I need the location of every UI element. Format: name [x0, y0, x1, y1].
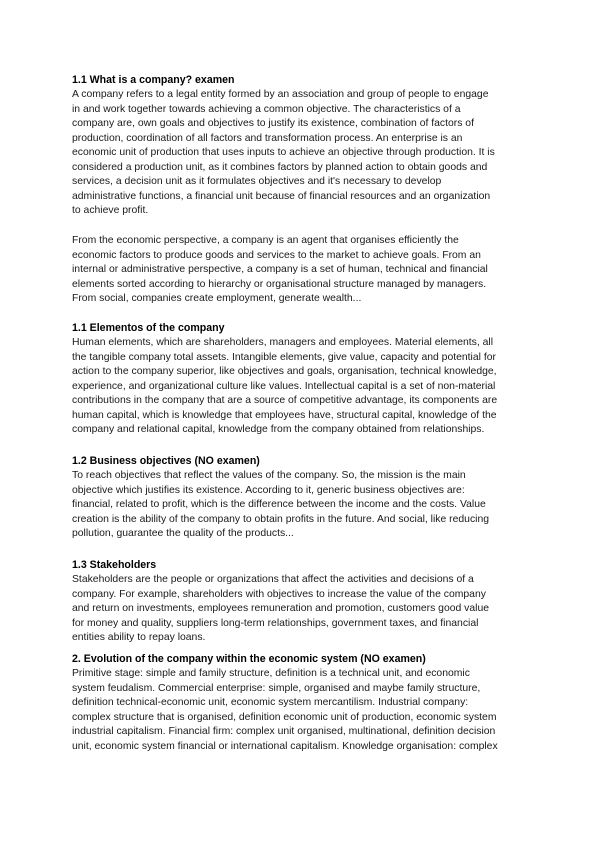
text-line: for money and quality, suppliers long-term relationships, government taxes, and financial: [72, 617, 479, 629]
document-page: [72, 72, 532, 754]
text-line: system feudalism. Commercial enterprise: simple, organised and maybe family structure,: [72, 682, 481, 694]
text-line: elements sorted according to hierarchy or organisational structure managed by managers.: [72, 278, 487, 290]
text-line: services, a decision unit as it formulates objectives and it's necessary to develop: [72, 176, 442, 187]
text-line: to achieve profit.: [72, 205, 149, 216]
section-stakeholders: [72, 557, 532, 646]
text-line: definition technical-economic unit, economic system mercantilism. Industrial company:: [72, 697, 469, 708]
text-line: Stakeholders are the people or organizations that affect the activities and decisions of a: [72, 574, 474, 585]
text-line: pollution, guarantee the quality of the products...: [72, 528, 294, 539]
text-line: creation is the ability of the company to obtain profits in the future. And social, like reducing: [72, 513, 490, 525]
text-line: Human elements, which are shareholders, managers and employees. Material elements, all: [72, 337, 494, 348]
section-heading: 1.1 Elementos of the company: [72, 322, 225, 334]
section-elements-of-company: [72, 320, 532, 438]
section-heading: 1.3 Stakeholders: [72, 559, 157, 571]
text-line: Primitive stage: simple and family structure, definition is a technical unit, and economic: [72, 668, 470, 679]
section-evolution-of-company: [72, 651, 532, 754]
text-line: the tangible company total assets. Intangible elements, give value, capacity and potential for: [72, 351, 496, 363]
paragraph: [72, 336, 532, 438]
paragraph: [72, 88, 532, 219]
text-line: internal or administrative perspective, a company is a set of human, technical and financial: [72, 264, 488, 275]
text-line: economic factors to produce goods and services to the market to achieve goals. From an: [72, 249, 481, 261]
paragraph: [72, 234, 532, 307]
section-heading: 1.2 Business objectives (NO examen): [72, 455, 260, 467]
text-line: company. For example, shareholders with objectives to increase the value of the company: [72, 588, 486, 600]
paragraph: [72, 667, 532, 754]
text-line: objective which justifies its existence. According to it, generic business objectives are:: [72, 484, 465, 496]
text-line: administrative functions, a financial unit because of financial resources and an organization: [72, 190, 491, 202]
text-line: unit, economic system financial or international capitalism. Knowledge organisation: complex: [72, 740, 498, 752]
text-line: company and relational capital, knowledge from the company obtained from relationships.: [72, 424, 485, 435]
text-line: and return on investments, employees remuneration and promotion, customers good value: [72, 603, 490, 614]
text-line: experience, and organizational culture like values. Intellectual capital is a set of non-material: [72, 380, 496, 392]
text-line: human capital, which is knowledge that employees have, structural capital, knowledge of the: [72, 409, 497, 421]
text-line: From the economic perspective, a company is an agent that organises efficiently the: [72, 235, 459, 246]
text-line: industrial capitalism. Financial firm: complex unit organised, multinational, definition decision: [72, 726, 496, 737]
text-line: financial, related to profit, which is the difference between the income and the costs. Value: [72, 499, 486, 510]
section-heading: 1.1 What is a company? examen: [72, 74, 235, 86]
section-heading: 2. Evolution of the company within the economic system (NO examen): [72, 653, 426, 665]
paragraph: [72, 469, 532, 542]
text-line: To reach objectives that reflect the values of the company. So, the mission is the main: [72, 470, 466, 481]
paragraph: [72, 573, 532, 646]
text-line: production, coordination of all factors and transformation process. An enterprise is an: [72, 132, 463, 144]
text-line: in and work together towards achieving a common objective. The characteristics of a: [72, 103, 461, 115]
text-line: action to the company superior, like objectives and goals, organisation, technical knowledge,: [72, 366, 497, 377]
text-line: entities ability to repay loans.: [72, 632, 206, 643]
text-line: considered a production unit, as it combines factors by planned action to obtain goods and: [72, 161, 488, 173]
text-line: company are, own goals and objectives to justify its existence, combination of factors of: [72, 118, 474, 129]
text-line: A company refers to a legal entity formed by an association and group of people to engage: [72, 89, 489, 100]
section-what-is-a-company: [72, 72, 532, 307]
text-line: complex structure that is organised, definition economic unit of production, economic system: [72, 711, 497, 723]
text-line: From social, companies create employment, generate wealth...: [72, 293, 362, 304]
section-business-objectives: [72, 453, 532, 542]
text-line: contributions in the company that are a source of competitive advantage, its components are: [72, 395, 498, 406]
text-line: economic unit of production that uses inputs to achieve an objective through production. It is: [72, 147, 495, 158]
